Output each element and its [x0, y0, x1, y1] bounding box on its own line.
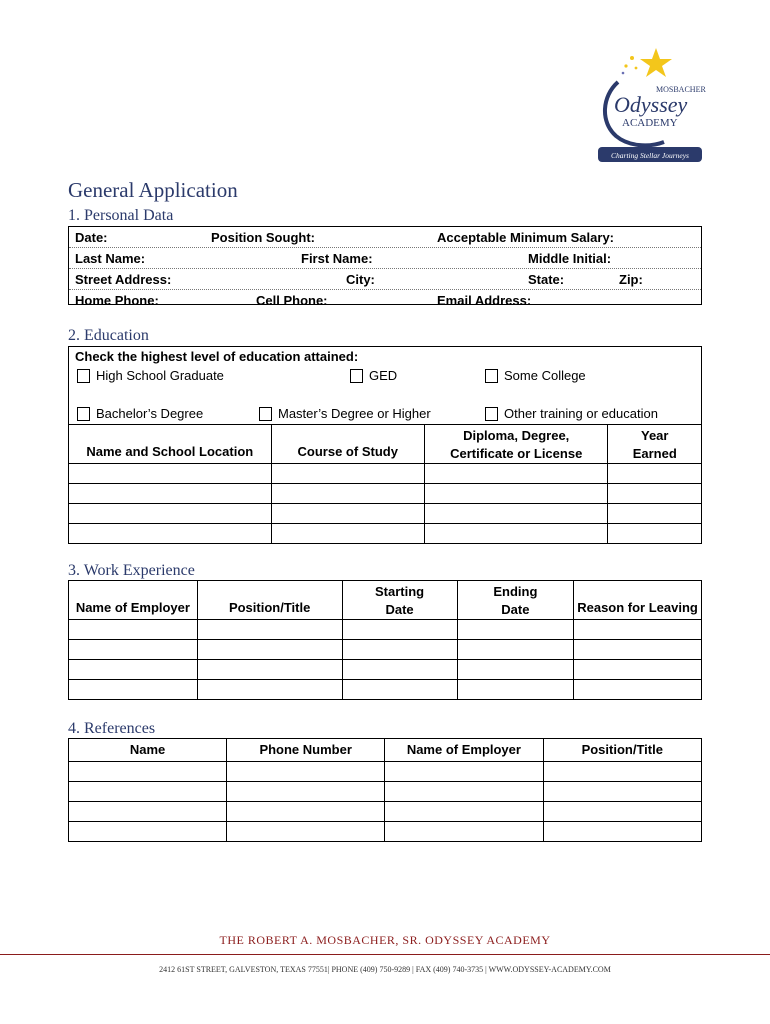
education-table: [68, 424, 702, 544]
date-field[interactable]: Date:: [75, 230, 108, 245]
personal-row-3: [69, 269, 701, 290]
page-title: General Application: [68, 178, 238, 202]
street-field[interactable]: Street Address:: [75, 272, 172, 287]
city-field[interactable]: City:: [346, 272, 375, 287]
references-header-row: [69, 739, 702, 762]
personal-data-box: [68, 226, 702, 308]
personal-row-1: [69, 227, 701, 248]
first-name-field[interactable]: First Name:: [301, 251, 373, 266]
references-table: [68, 738, 702, 842]
email-field[interactable]: Email Address:: [437, 293, 532, 308]
table-row: [69, 620, 702, 640]
col-diploma: Diploma, Degree, Certificate or License: [424, 425, 608, 464]
table-row: [69, 680, 702, 700]
middle-initial-field[interactable]: Middle Initial:: [528, 251, 612, 266]
table-row: [69, 822, 702, 842]
col-ref-employer: Name of Employer: [385, 739, 543, 762]
home-phone-field[interactable]: Home Phone:: [75, 293, 159, 308]
position-sought-field[interactable]: Position Sought:: [211, 230, 315, 245]
section-work-heading: 3. Work Experience: [68, 562, 195, 579]
table-row: [69, 762, 702, 782]
some-college-checkbox[interactable]: Some College: [485, 368, 586, 383]
education-checkbox-box: [68, 346, 702, 426]
education-instruction: Check the highest level of education attained:: [75, 349, 359, 364]
svg-text:ACADEMY: ACADEMY: [622, 117, 678, 129]
high-school-checkbox[interactable]: High School Graduate: [77, 368, 224, 383]
last-name-field[interactable]: Last Name:: [75, 251, 146, 266]
ged-checkbox[interactable]: GED: [350, 368, 397, 383]
personal-row-4: [69, 290, 701, 310]
bachelors-checkbox[interactable]: Bachelor’s Degree: [77, 406, 203, 421]
personal-row-2: [69, 248, 701, 269]
footer-divider: [0, 954, 770, 955]
table-row: [69, 484, 702, 504]
state-field[interactable]: State:: [528, 272, 565, 287]
col-ref-phone: Phone Number: [227, 739, 385, 762]
table-row: [69, 464, 702, 484]
col-school-location: Name and School Location: [69, 425, 272, 464]
education-instruction-row: [69, 347, 701, 366]
col-starting-date: Starting Date: [342, 581, 457, 620]
col-ending-date: Ending Date: [457, 581, 573, 620]
cell-phone-field[interactable]: Cell Phone:: [256, 293, 328, 308]
work-header-row: [69, 581, 702, 620]
col-course-of-study: Course of Study: [271, 425, 424, 464]
zip-field[interactable]: Zip:: [619, 272, 643, 287]
academy-logo: [596, 44, 706, 166]
svg-text:MOSBACHER: MOSBACHER: [656, 85, 706, 94]
col-reason-leaving: Reason for Leaving: [574, 581, 702, 620]
table-row: [69, 802, 702, 822]
education-options-row-2: [69, 404, 701, 424]
table-row: [69, 782, 702, 802]
col-ref-position: Position/Title: [543, 739, 701, 762]
col-ref-name: Name: [69, 739, 227, 762]
other-training-checkbox[interactable]: Other training or education: [485, 406, 658, 421]
education-header-row: [69, 425, 702, 464]
min-salary-field[interactable]: Acceptable Minimum Salary:: [437, 230, 614, 245]
col-year-earned: Year Earned: [608, 425, 702, 464]
section-education-heading: 2. Education: [68, 327, 149, 344]
table-row: [69, 504, 702, 524]
col-employer: Name of Employer: [69, 581, 198, 620]
footer-address: 2412 61ST STREET, GALVESTON, TEXAS 77551| PHONE (409) 750-9289 | FAX (409) 740-3735 | WWW.ODYSSEY-ACADEMY.COM: [159, 965, 611, 974]
svg-text:Charting Stellar Journeys: Charting Stellar Journeys: [611, 151, 689, 160]
svg-text:Odyssey: Odyssey: [614, 92, 688, 117]
star-icon: [640, 48, 672, 77]
table-row: [69, 660, 702, 680]
work-experience-table: [68, 580, 702, 700]
col-position-title: Position/Title: [197, 581, 342, 620]
masters-checkbox[interactable]: Master’s Degree or Higher: [259, 406, 431, 421]
table-row: [69, 640, 702, 660]
education-options-row-1: [69, 366, 701, 404]
section-references-heading: 4. References: [68, 720, 156, 737]
section-personal-heading: 1. Personal Data: [68, 207, 174, 224]
footer-academy-name: THE ROBERT A. MOSBACHER, SR. ODYSSEY ACADEMY: [219, 933, 551, 947]
table-row: [69, 524, 702, 544]
